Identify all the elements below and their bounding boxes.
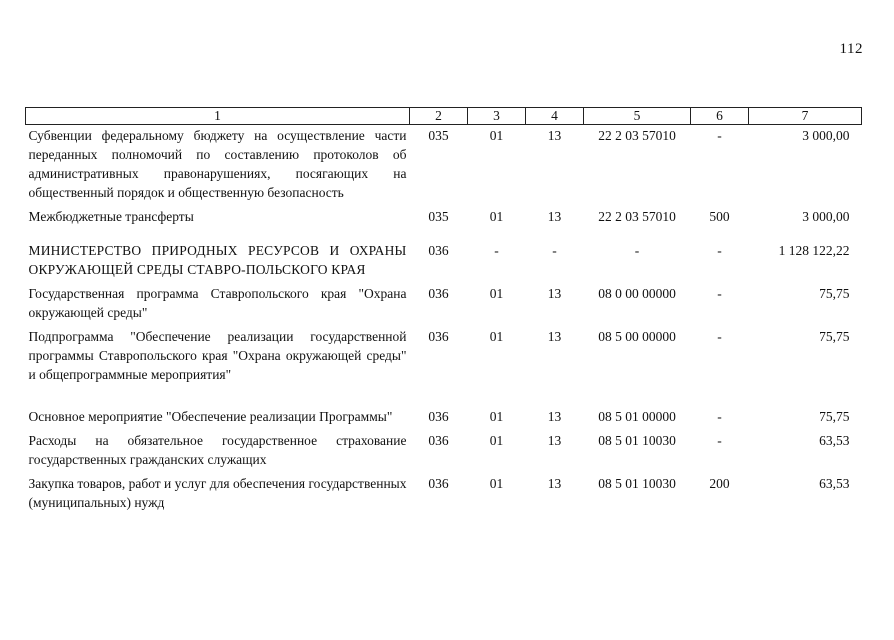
table-row [26, 240, 862, 283]
column-header-6: 6 [691, 108, 749, 125]
table-row [26, 326, 862, 388]
row-target: 22 2 03 57010 [598, 209, 676, 224]
table-row [26, 406, 862, 430]
row-expense-type: - [717, 128, 722, 143]
column-header-7: 7 [749, 108, 862, 125]
budget-table [25, 107, 862, 516]
row-name: Субвенции федеральному бюджету на осуществление части переданных полномочий по составлению протоколов об административных правонарушениях, посягающих на общественный порядок и общественную безопасность [28, 128, 407, 200]
row-subsection: 13 [547, 433, 562, 448]
row-subsection: 13 [547, 209, 562, 224]
spacer-row [26, 388, 862, 406]
row-expense-type: - [717, 433, 722, 448]
column-header-3: 3 [468, 108, 526, 125]
column-header-2: 2 [410, 108, 468, 125]
table-row [26, 125, 862, 207]
table-header [26, 108, 862, 125]
row-amount: 63,53 [819, 476, 850, 491]
row-target: 22 2 03 57010 [598, 128, 676, 143]
row-code: 036 [428, 476, 449, 491]
row-code: 036 [428, 286, 449, 301]
row-target: 08 5 01 10030 [598, 476, 676, 491]
spacer-row [26, 230, 862, 240]
row-subsection: 13 [547, 286, 562, 301]
row-code: 035 [428, 128, 449, 143]
table-row [26, 283, 862, 326]
row-name: Государственная программа Ставропольского края "Охрана окружающей среды" [28, 286, 407, 320]
row-expense-type: - [717, 329, 722, 344]
row-code: 036 [428, 243, 449, 258]
row-expense-type: 200 [709, 476, 730, 491]
row-section: 01 [489, 128, 504, 143]
row-amount: 3 000,00 [802, 128, 850, 143]
table-body [26, 125, 862, 517]
row-name: Подпрограмма "Обеспечение реализации государственной программы Ставропольского края "Охрана окружающей среды" и общепрограммные мероприятия" [28, 329, 407, 382]
row-section: 01 [489, 286, 504, 301]
row-section: 01 [489, 433, 504, 448]
row-code: 036 [428, 433, 449, 448]
row-target: - [634, 243, 640, 258]
row-amount: 1 128 122,22 [778, 243, 850, 258]
row-target: 08 0 00 00000 [598, 286, 676, 301]
row-subsection: 13 [547, 329, 562, 344]
row-section: 01 [489, 476, 504, 491]
header-row [26, 108, 862, 125]
row-expense-type: - [717, 409, 722, 424]
row-subsection: 13 [547, 128, 562, 143]
row-section: 01 [489, 409, 504, 424]
row-code: 035 [428, 209, 449, 224]
row-section: 01 [489, 329, 504, 344]
row-amount: 63,53 [819, 433, 850, 448]
table-row [26, 430, 862, 473]
row-subsection: - [552, 243, 557, 258]
row-expense-type: - [717, 243, 722, 258]
table-row [26, 473, 862, 516]
row-amount: 75,75 [819, 329, 850, 344]
row-expense-type: 500 [709, 209, 730, 224]
row-target: 08 5 01 00000 [598, 409, 676, 424]
row-name: Основное мероприятие "Обеспечение реализации Программы" [28, 409, 393, 424]
row-name: Закупка товаров, работ и услуг для обеспечения государственных (муниципальных) нужд [28, 476, 407, 510]
row-name: Межбюджетные трансферты [28, 209, 194, 224]
page-number: 112 [839, 41, 863, 57]
row-target: 08 5 01 10030 [598, 433, 676, 448]
column-header-5: 5 [584, 108, 691, 125]
table-row [26, 206, 862, 230]
row-section: - [494, 243, 499, 258]
row-subsection: 13 [547, 409, 562, 424]
row-name: Расходы на обязательное государственное страхование государственных гражданских служащих [28, 433, 407, 467]
row-target: 08 5 00 00000 [598, 329, 676, 344]
column-header-1: 1 [26, 108, 410, 125]
row-name: МИНИСТЕРСТВО ПРИРОДНЫХ РЕСУРСОВ И ОХРАНЫ ОКРУЖАЮЩЕЙ СРЕДЫ СТАВРО-ПОЛЬСКОГО КРАЯ [28, 243, 407, 277]
row-subsection: 13 [547, 476, 562, 491]
row-section: 01 [489, 209, 504, 224]
row-amount: 75,75 [819, 286, 850, 301]
row-expense-type: - [717, 286, 722, 301]
row-code: 036 [428, 409, 449, 424]
row-amount: 3 000,00 [802, 209, 850, 224]
row-amount: 75,75 [819, 409, 850, 424]
row-code: 036 [428, 329, 449, 344]
column-header-4: 4 [526, 108, 584, 125]
